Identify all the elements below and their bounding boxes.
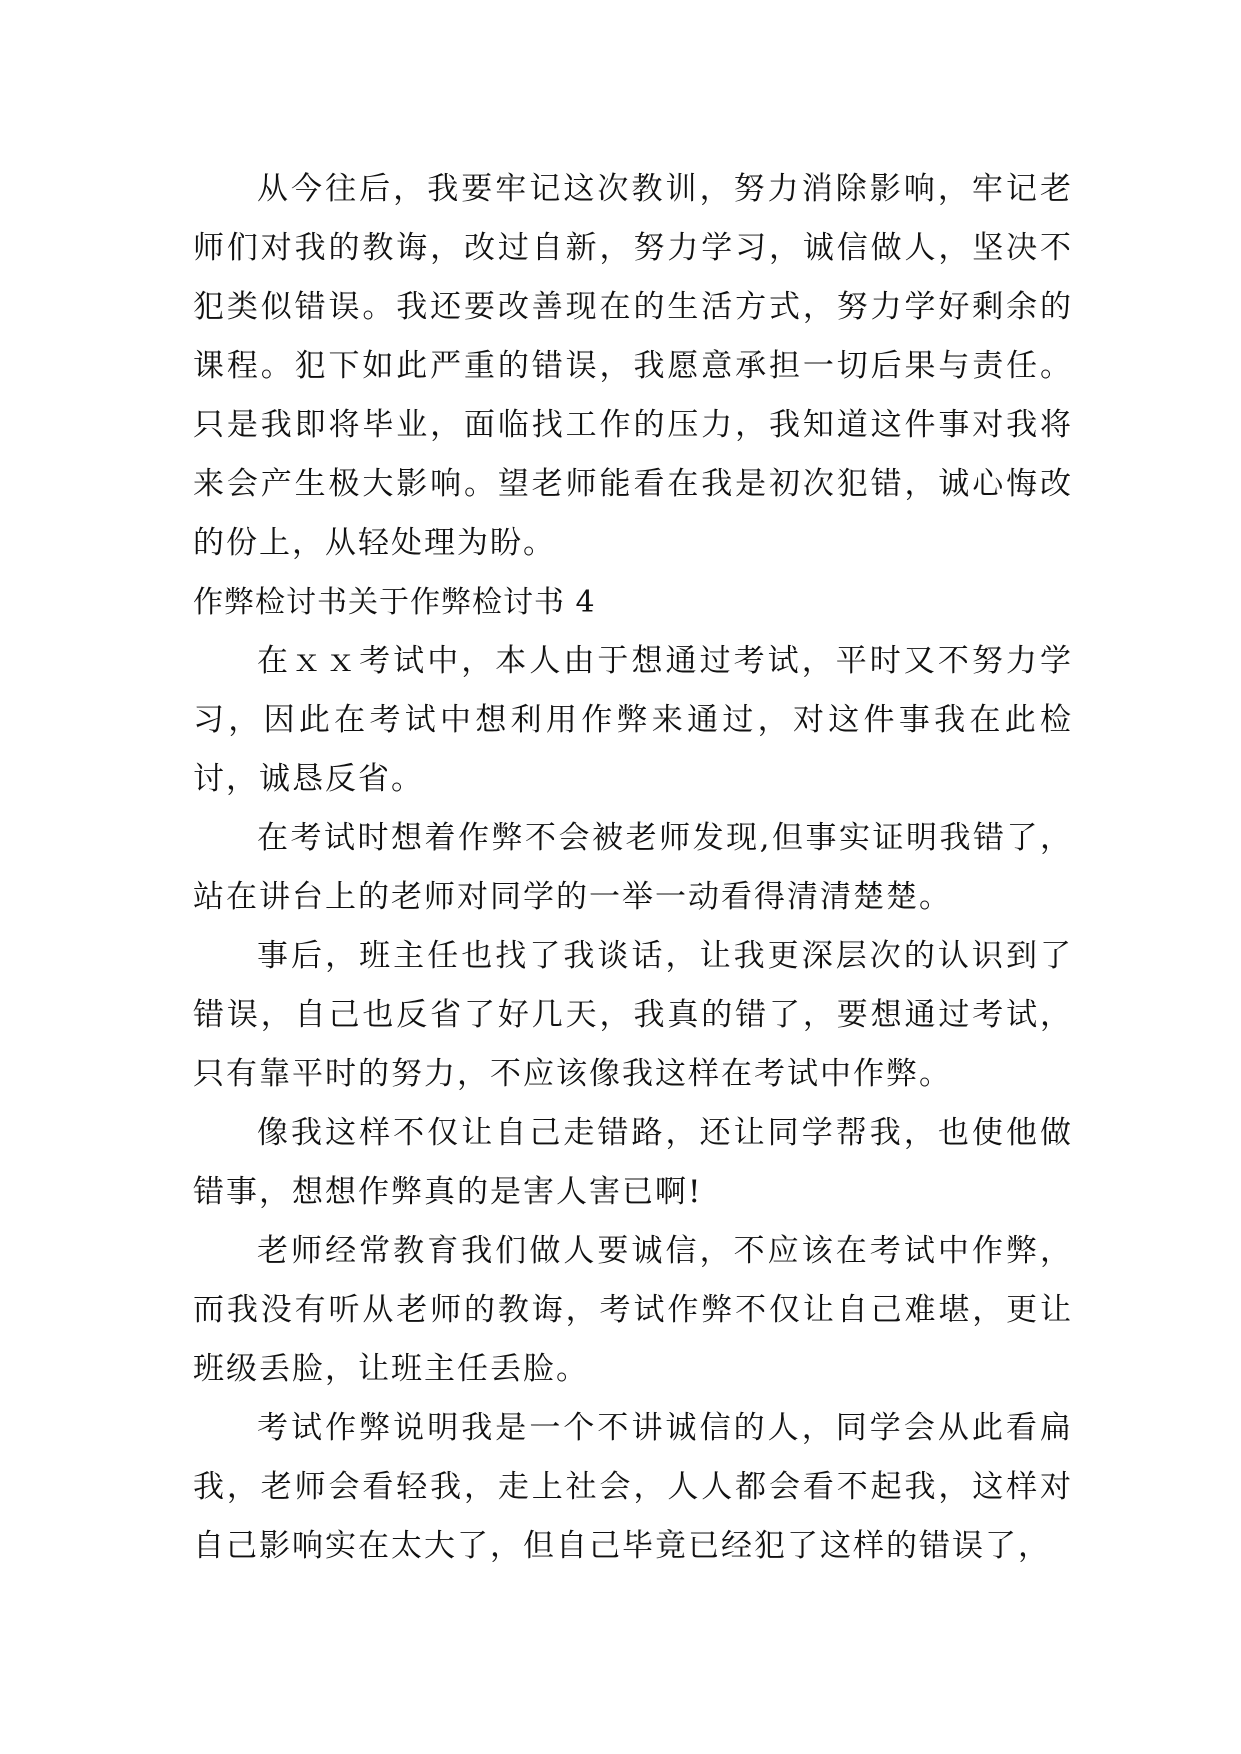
document-body <box>193 160 1073 1576</box>
paragraph-7: 考试作弊说明我是一个不讲诚信的人，同学会从此看扁我，老师会看轻我，走上社会，人人都会看不起我，这样对自己影响实在太大了，但自己毕竟已经犯了这样的错误了， <box>193 1410 1073 1564</box>
paragraph-4: 事后，班主任也找了我谈话，让我更深层次的认识到了错误，自己也反省了好几天，我真的错了，要想通过考试，只有靠平时的努力，不应该像我这样在考试中作弊。 <box>193 938 1073 1092</box>
paragraph-3: 在考试时想着作弊不会被老师发现,但事实证明我错了，站在讲台上的老师对同学的一举一动看得清清楚楚。 <box>193 820 1073 915</box>
paragraph-1: 从今往后，我要牢记这次教训，努力消除影响，牢记老师们对我的教诲，改过自新，努力学习，诚信做人，坚决不犯类似错误。我还要改善现在的生活方式，努力学好剩余的课程。犯下如此严重的错误，我愿意承担一切后果与责任。只是我即将毕业，面临找工作的压力，我知道这件事对我将来会产生极大影响。望老师能看在我是初次犯错，诚心悔改的份上，从轻处理为盼。 <box>193 171 1073 561</box>
paragraph-6: 老师经常教育我们做人要诚信，不应该在考试中作弊，而我没有听从老师的教诲，考试作弊不仅让自己难堪，更让班级丢脸，让班主任丢脸。 <box>193 1233 1073 1387</box>
paragraph-5: 像我这样不仅让自己走错路，还让同学帮我，也使他做错事，想想作弊真的是害人害已啊! <box>193 1115 1073 1210</box>
section-heading: 作弊检讨书关于作弊检讨书 4 <box>193 585 596 620</box>
paragraph-2: 在ｘｘ考试中，本人由于想通过考试，平时又不努力学习，因此在考试中想利用作弊来通过，对这件事我在此检讨，诚恳反省。 <box>193 643 1073 797</box>
